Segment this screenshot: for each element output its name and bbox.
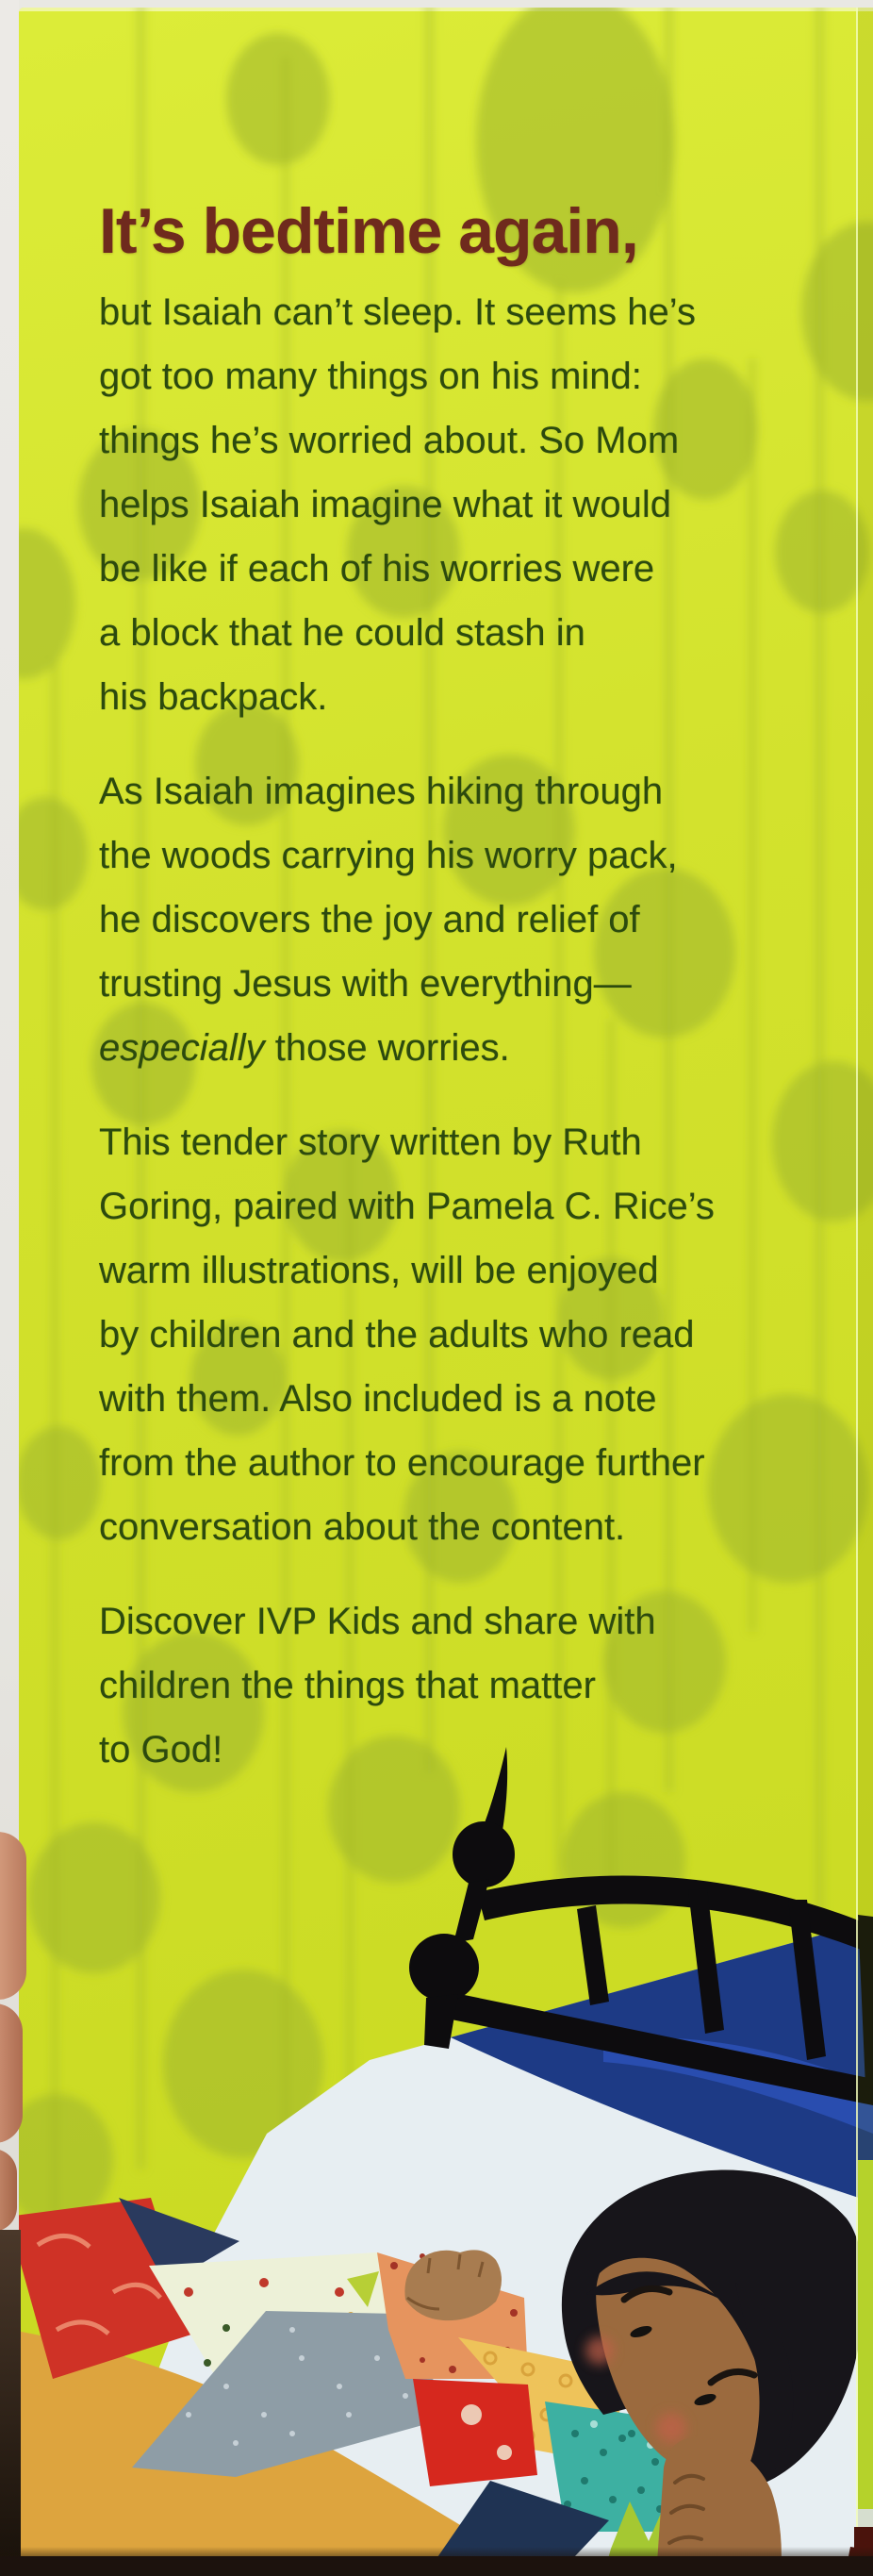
- body-line: trusting Jesus with everything—: [99, 963, 632, 1005]
- left-edge-shadow: [0, 2230, 21, 2576]
- body-line: [99, 1016, 834, 1080]
- body-line: from the author to encourage further: [99, 1442, 705, 1484]
- body-line: got too many things on his mind:: [99, 356, 642, 397]
- book-cover: [19, 8, 873, 2559]
- body-paragraph-1: [99, 280, 834, 729]
- body-line: he discovers the joy and relief of: [99, 899, 640, 940]
- body-line-rest: those worries.: [264, 1027, 510, 1069]
- body-paragraph-3: [99, 1110, 834, 1559]
- body-line: Goring, paired with Pamela C. Rice’s: [99, 1186, 715, 1227]
- body-line: conversation about the content.: [99, 1506, 626, 1548]
- body-line: but Isaiah can’t sleep. It seems he’s: [99, 291, 696, 333]
- holding-finger: [0, 1832, 26, 2000]
- bottom-shadow: [0, 2547, 873, 2556]
- body-line: with them. Also included is a note: [99, 1378, 657, 1420]
- body-line: children the things that matter: [99, 1665, 596, 1706]
- holding-finger: [0, 2003, 23, 2143]
- body-line: warm illustrations, will be enjoyed: [99, 1250, 659, 1291]
- body-line: This tender story written by Ruth: [99, 1122, 642, 1163]
- body-line: Discover IVP Kids and share with: [99, 1601, 656, 1642]
- body-line: a block that he could stash in: [99, 612, 585, 654]
- page-edge-lime: [858, 2160, 873, 2509]
- body-line: the woods carrying his worry pack,: [99, 835, 678, 876]
- bed-illustration: [19, 1726, 873, 2559]
- cover-title: It’s bedtime again,: [99, 195, 638, 267]
- body-paragraph-2: [99, 759, 834, 1080]
- body-line: by children and the adults who read: [99, 1314, 695, 1355]
- body-line: to God!: [99, 1729, 223, 1770]
- body-line: things he’s worried about. So Mom: [99, 420, 680, 461]
- body-line: helps Isaiah imagine what it would: [99, 484, 672, 525]
- body-line: As Isaiah imagines hiking through: [99, 771, 664, 812]
- body-line: his backpack.: [99, 676, 328, 718]
- table-surface: [0, 2556, 873, 2576]
- quilt-red2-patch: [413, 2379, 537, 2486]
- body-line: be like if each of his worries were: [99, 548, 655, 590]
- back-cover-text: [99, 193, 834, 1782]
- italic-word: especially: [99, 1027, 265, 1069]
